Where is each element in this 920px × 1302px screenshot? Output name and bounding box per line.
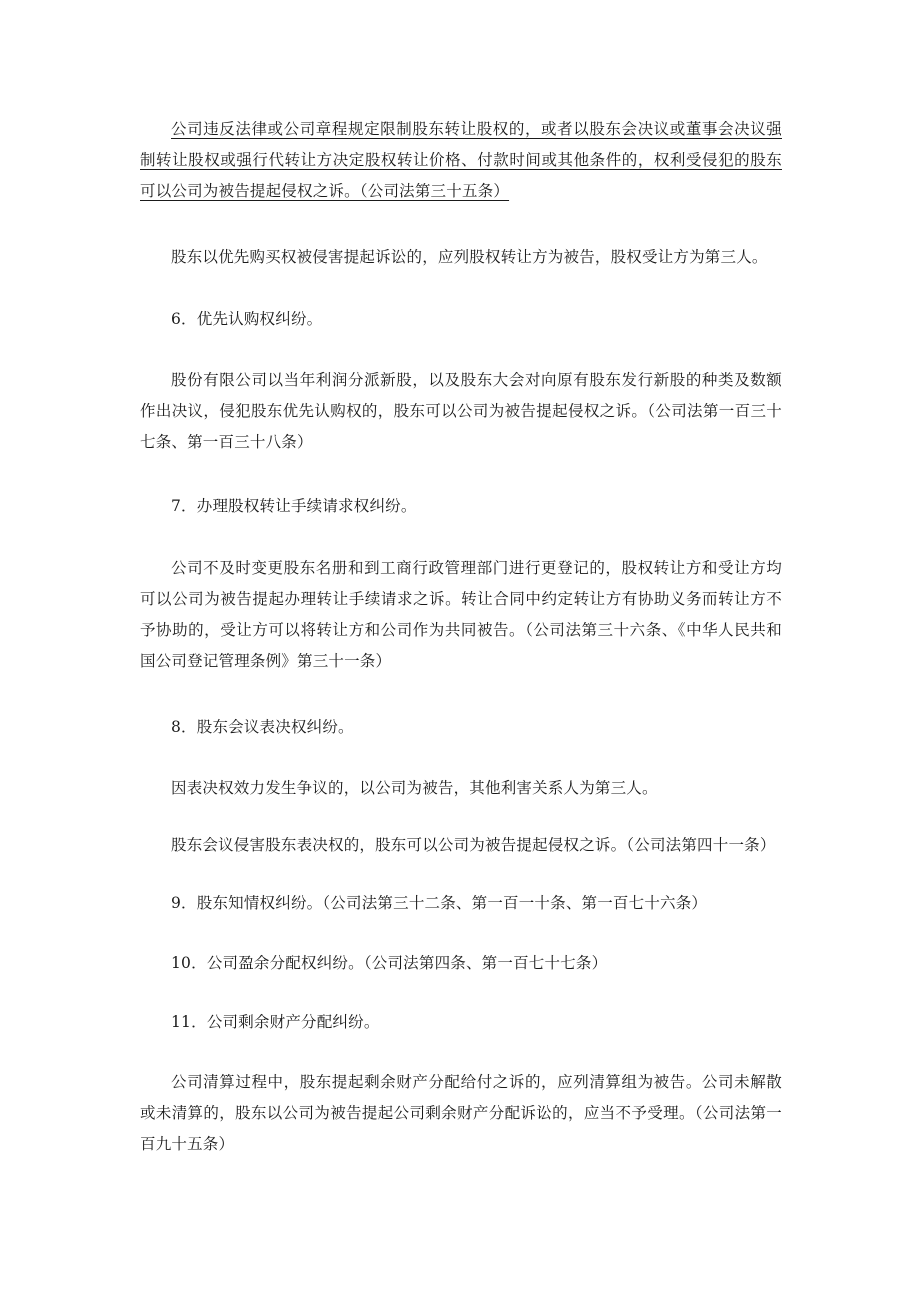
heading-6-preemptive-subscription: 6．优先认购权纠纷。 (171, 310, 323, 328)
paragraph-liquidation: 公司清算过程中，股东提起剩余财产分配给付之诉的，应列清算组为被告。公司未解散或未清算的，股东以公司为被告提起公司剩余财产分配诉讼的，应当不予受理。（公司法第一百九十五条） (140, 1073, 782, 1153)
heading-10-profit-distribution: 10．公司盈余分配权纠纷。（公司法第四条、第一百七十七条） (171, 954, 608, 972)
paragraph-preemptive-purchase-litigation: 股东以优先购买权被侵害提起诉讼的，应列股权转让方为被告，股权受让方为第三人。 (171, 248, 768, 266)
heading-8-voting-rights: 8．股东会议表决权纠纷。 (171, 718, 354, 736)
paragraph-new-share-issuance: 股份有限公司以当年利润分派新股，以及股东大会对向原有股东发行新股的种类及数额作出决议，侵犯股东优先认购权的，股东可以公司为被告提起侵权之诉。（公司法第一百三十七条、第一百三十八条） (140, 371, 782, 451)
paragraph-register-change: 公司不及时变更股东名册和到工商行政管理部门进行更登记的，股权转让方和受让方均可以公司为被告提起办理转让手续请求之诉。转让合同中约定转让方有协助义务而转让方不予协助的，受让方可以将转让方和公司作为共同被告。（公司法第三十六条、《中华人民共和国公司登记管理条例》第三十一条） (140, 559, 782, 670)
heading-11-residual-property: 11．公司剩余财产分配纠纷。 (171, 1013, 380, 1031)
paragraph-voting-validity: 因表决权效力发生争议的，以公司为被告，其他利害关系人为第三人。 (171, 779, 658, 797)
heading-7-transfer-procedures: 7．办理股权转让手续请求权纠纷。 (171, 497, 417, 515)
heading-9-right-to-information: 9．股东知情权纠纷。（公司法第三十二条、第一百一十条、第一百七十六条） (171, 894, 708, 912)
paragraph-voting-infringement: 股东会议侵害股东表决权的，股东可以公司为被告提起侵权之诉。（公司法第四十一条） (171, 836, 776, 854)
paragraph-share-transfer-restriction: 公司违反法律或公司章程规定限制股东转让股权的，或者以股东会决议或董事会决议强制转让股权或强行代转让方决定股权转让价格、付款时间或其他条件的，权利受侵犯的股东可以公司为被告提起侵权之诉。（公司法第三十五条） (140, 120, 782, 200)
